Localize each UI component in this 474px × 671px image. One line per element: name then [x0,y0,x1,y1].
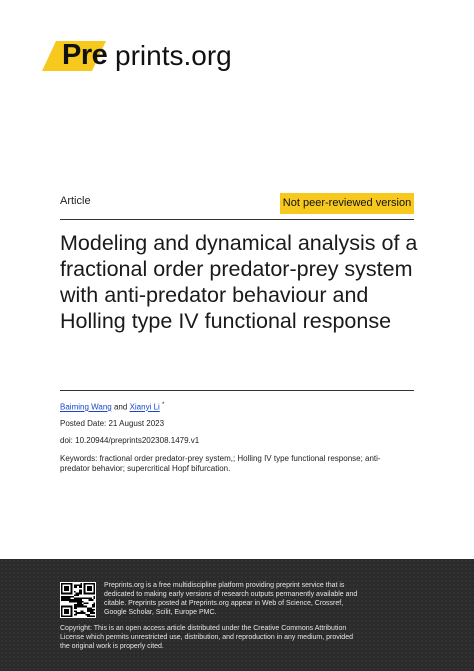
keywords-text: Keywords: fractional order predator-prey system,; Holling IV type functional response; anti-predator behavior; supercritical Hopf bifurcation. [60,454,381,473]
posted-date: Posted Date: 21 August 2023 [60,419,165,428]
peer-review-status-badge: Not peer-reviewed version [280,193,414,214]
author-link-1[interactable]: Baiming Wang [60,402,112,412]
footer-description: Preprints.org is a free multidiscipline platform providing preprint service that is dedicated to making early versions of research outputs permanently available and citable. Preprints posted at Preprints.org appear in Web of Science, Crossref, Google Scholar, Scilit, Europe PMC. [104,582,358,616]
doi-text: doi: 10.20944/preprints202308.1479.v1 [60,436,200,445]
corresponding-author-mark: * [162,402,165,408]
article-type-label: Article [60,195,91,207]
logo-text-pre: Pre [62,39,108,71]
footer-copyright: Copyright: This is an open access article distributed under the Creative Commons Attribution License which permits unrestricted use, distribution, and reproduction in any medium, provided the original work is properly cited. [60,625,353,650]
author-separator: and [113,402,128,412]
footer-panel [0,559,474,671]
bottom-divider [60,390,414,391]
article-title: Modeling and dynamical analysis of a fractional order predator-prey system with anti-predator behaviour and Holling type IV functional response [60,231,418,333]
qr-code-icon [60,582,96,618]
logo-text-rest: prints.org [115,40,232,71]
top-divider [60,219,414,220]
author-list [60,402,164,412]
author-link-2[interactable]: Xianyi Li [129,402,160,412]
preprints-logo [42,38,242,74]
